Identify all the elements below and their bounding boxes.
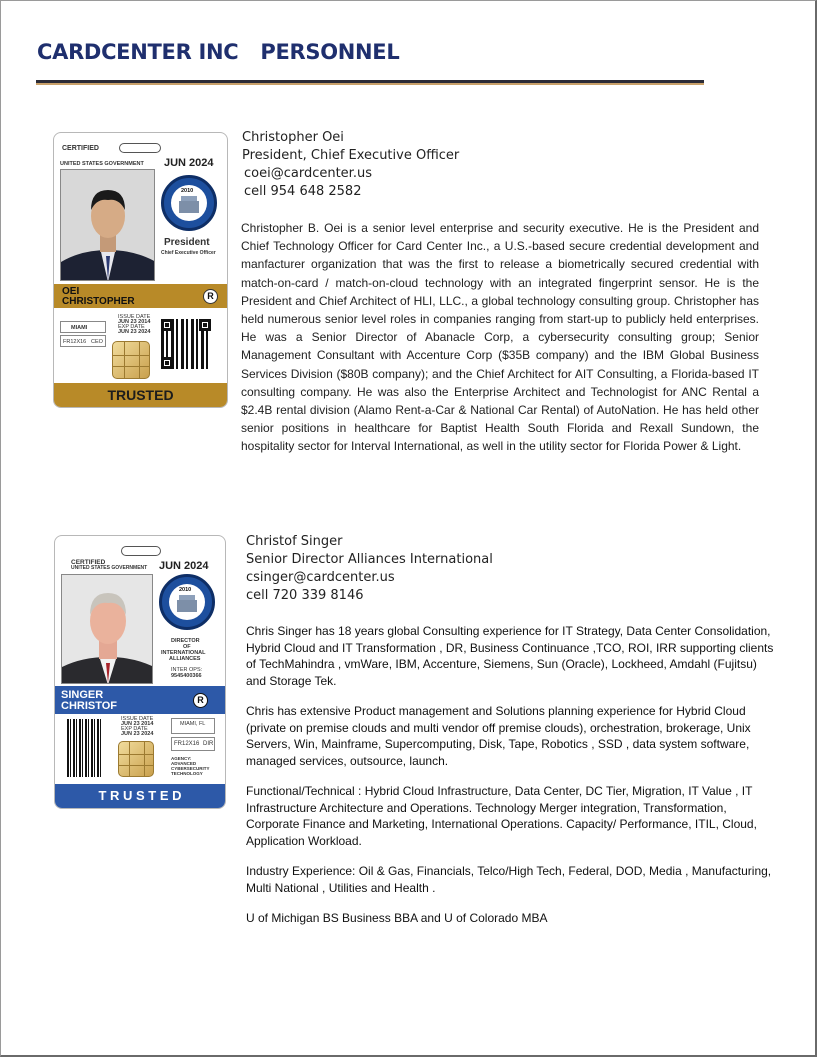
seal-icon xyxy=(161,175,217,231)
bio-paragraph-industry: Industry Experience: Oil & Gas, Financials, Telco/High Tech, Federal, DOD, Media , Manufacturing, Multi National , Utilities and Health . xyxy=(246,864,772,895)
ops-label: INTER OPS: xyxy=(171,667,203,673)
code-box xyxy=(60,335,106,347)
badge-first-name: CHRISTOF xyxy=(61,700,118,712)
badge-location: MIAMI xyxy=(71,325,88,331)
badge-photo xyxy=(60,169,155,281)
cell-number: 720 339 8146 xyxy=(272,588,364,603)
person-name: Christof Singer xyxy=(246,534,343,549)
badge-date: JUN 2024 xyxy=(159,560,209,572)
badge-last-name: OEI xyxy=(62,286,80,297)
badge-title: President xyxy=(164,237,210,248)
seal-year: 2010 xyxy=(181,188,194,194)
person-role: President, Chief Executive Officer xyxy=(242,148,460,163)
certified-label: CERTIFIED xyxy=(71,559,106,566)
seal-icon xyxy=(159,574,215,630)
badge-title-2: OF xyxy=(183,644,191,650)
bio-paragraph-experience: Chris Singer has 18 years global Consulting experience for IT Strategy, Data Center Consolidation, Hybrid Cloud and IT Transformation , DR, Business Continuance ,TCO, ROI, IRR supporting clients of TechMahindra , vmWare, IBM, Accenture, Siemens, Sun (Oracle), Lockheed, Amdahl (Fujitsu) and Storage Tek. xyxy=(246,624,774,688)
section-title: PERSONNEL xyxy=(260,40,400,64)
issue-label: ISSUE DATE xyxy=(118,314,151,320)
contact-oei xyxy=(242,130,459,202)
bio-paragraph-functional: Functional/Technical : Hybrid Cloud Infrastructure, Data Center, DC Tier, Migration, IT Value , IT Infrastructure Architecture and Operations. Technology Merger integration, Transformation, Corporate Finance and Marketing, International Operations. Capacity/ Performance, ITIL, Cloud, Application Workload. xyxy=(246,784,757,848)
id-badge-singer xyxy=(54,535,226,809)
agency-3: CYBERSECURITY xyxy=(171,766,210,771)
exp-label: EXP DATE xyxy=(121,726,148,732)
badge-subtitle: Chief Executive Officer xyxy=(161,250,216,256)
badge-code2: DIR xyxy=(203,741,214,747)
cell-label: cell xyxy=(246,588,269,603)
smart-chip-icon xyxy=(118,741,154,777)
badge-photo xyxy=(61,574,153,684)
badge-code1: FR12X16 xyxy=(174,741,200,747)
person-name: Christopher Oei xyxy=(242,130,344,145)
lanyard-slot xyxy=(119,143,161,153)
badge-date: JUN 2024 xyxy=(164,157,214,169)
seal-year: 2010 xyxy=(179,587,192,593)
badge-title-4: ALLIANCES xyxy=(169,656,201,662)
badge-title-1: DIRECTOR xyxy=(171,638,200,644)
issue-label: ISSUE DATE xyxy=(121,716,154,722)
agency-1: AGENCY: xyxy=(171,756,192,761)
badge-location: MIAMI, FL xyxy=(180,721,206,727)
header-rule-gold xyxy=(36,83,704,85)
exp-date: JUN 23 2024 xyxy=(121,731,154,737)
qr-code-icon xyxy=(161,319,211,369)
registered-mark: R xyxy=(193,693,208,708)
issue-date: JUN 23 2014 xyxy=(121,721,154,727)
issue-date: JUN 23 2014 xyxy=(118,319,151,325)
location-box xyxy=(171,718,215,734)
person-cell: cell 954 648 2582 xyxy=(244,184,362,199)
code-box xyxy=(171,737,215,751)
badge-code2: CEO xyxy=(91,339,103,345)
exp-label: EXP DATE xyxy=(118,324,145,330)
bio-oei: Christopher B. Oei is a senior level enterprise and security executive. He is the President and Chief Technology Officer for Card Center Inc., a U.S.-based secure credential development and manfacturer organization that was the first to release a biometrically secured credential with match-on-card / match-on-cloud technology with an integrated fingerprint sensor. He is the President and Chief Architect of HLI, LLC., a global technology consulting group. Christopher has held numerous senior level roles in companies ranging from start-up to publicly held enterprises. He was a Senior Director of Abanacle Corp, a cybersecurity consulting group; Senior Management Consultant with Accenture Corp ($35B company) and the IBM Global Business Services Division ($80B company); and the Chief Architect for AIT Consulting, a Florida-based IT consulting company. He was also the Enterprise Architect and Technologist for ANC Rental a $2.4B rental division (Alamo Rent-a-Car & National Car Rental) of AutoNation. He has held other senior positions in healthcare for Baptist Health South Florida and Rexall Sundown, the hospitality sector for Interval International, as well in the utility sector for Florida Power & Light. xyxy=(241,221,759,454)
badge-title-3: INTERNATIONAL xyxy=(161,650,206,656)
barcode-icon xyxy=(67,719,103,777)
smart-chip-icon xyxy=(112,341,150,379)
person-cell xyxy=(246,588,493,606)
bio-paragraph-product: Chris has extensive Product management and Solutions planning experience for Hybrid Cloud (private on premise clouds and multi vendor off premise clouds), orchestration, brokerage, Unix Servers, Win, Mainframe, Supercomputing, Disk, Tape, Robotics , SSD , data system software, managed services, outsource, launch. xyxy=(246,704,751,768)
agency-2: ADVANCED xyxy=(171,761,197,766)
gov-label: UNITED STATES GOVERNMENT xyxy=(60,161,144,167)
location-box xyxy=(60,321,106,333)
gov-label: UNITED STATES GOVERNMENT xyxy=(71,565,148,571)
agency-4: TECHNOLOGY xyxy=(171,771,203,776)
person-email[interactable]: coei@cardcenter.us xyxy=(244,166,372,181)
contact-singer xyxy=(246,534,493,606)
ops-number: 9545400366 xyxy=(171,673,202,679)
bio-singer xyxy=(246,623,776,941)
page-header xyxy=(37,40,399,64)
person-role: Senior Director Alliances International xyxy=(246,552,493,567)
trusted-bar: TRUSTED xyxy=(54,383,227,407)
lanyard-slot xyxy=(121,546,161,556)
person-email[interactable]: csinger@cardcenter.us xyxy=(246,570,395,585)
exp-date: JUN 23 2024 xyxy=(118,329,151,335)
badge-first-name: CHRISTOPHER xyxy=(62,296,135,307)
company-name: CARDCENTER INC xyxy=(37,40,239,64)
trusted-bar: T R U S T E D xyxy=(55,784,225,808)
id-badge-oei xyxy=(53,132,228,408)
bio-paragraph-education: U of Michigan BS Business BBA and U of Colorado MBA xyxy=(246,911,548,925)
registered-mark: R xyxy=(203,289,218,304)
certified-label: CERTIFIED xyxy=(62,145,99,152)
badge-name-bar xyxy=(54,284,227,308)
badge-last-name: SINGER xyxy=(61,689,104,701)
badge-code1: FR12X16 xyxy=(63,339,87,345)
